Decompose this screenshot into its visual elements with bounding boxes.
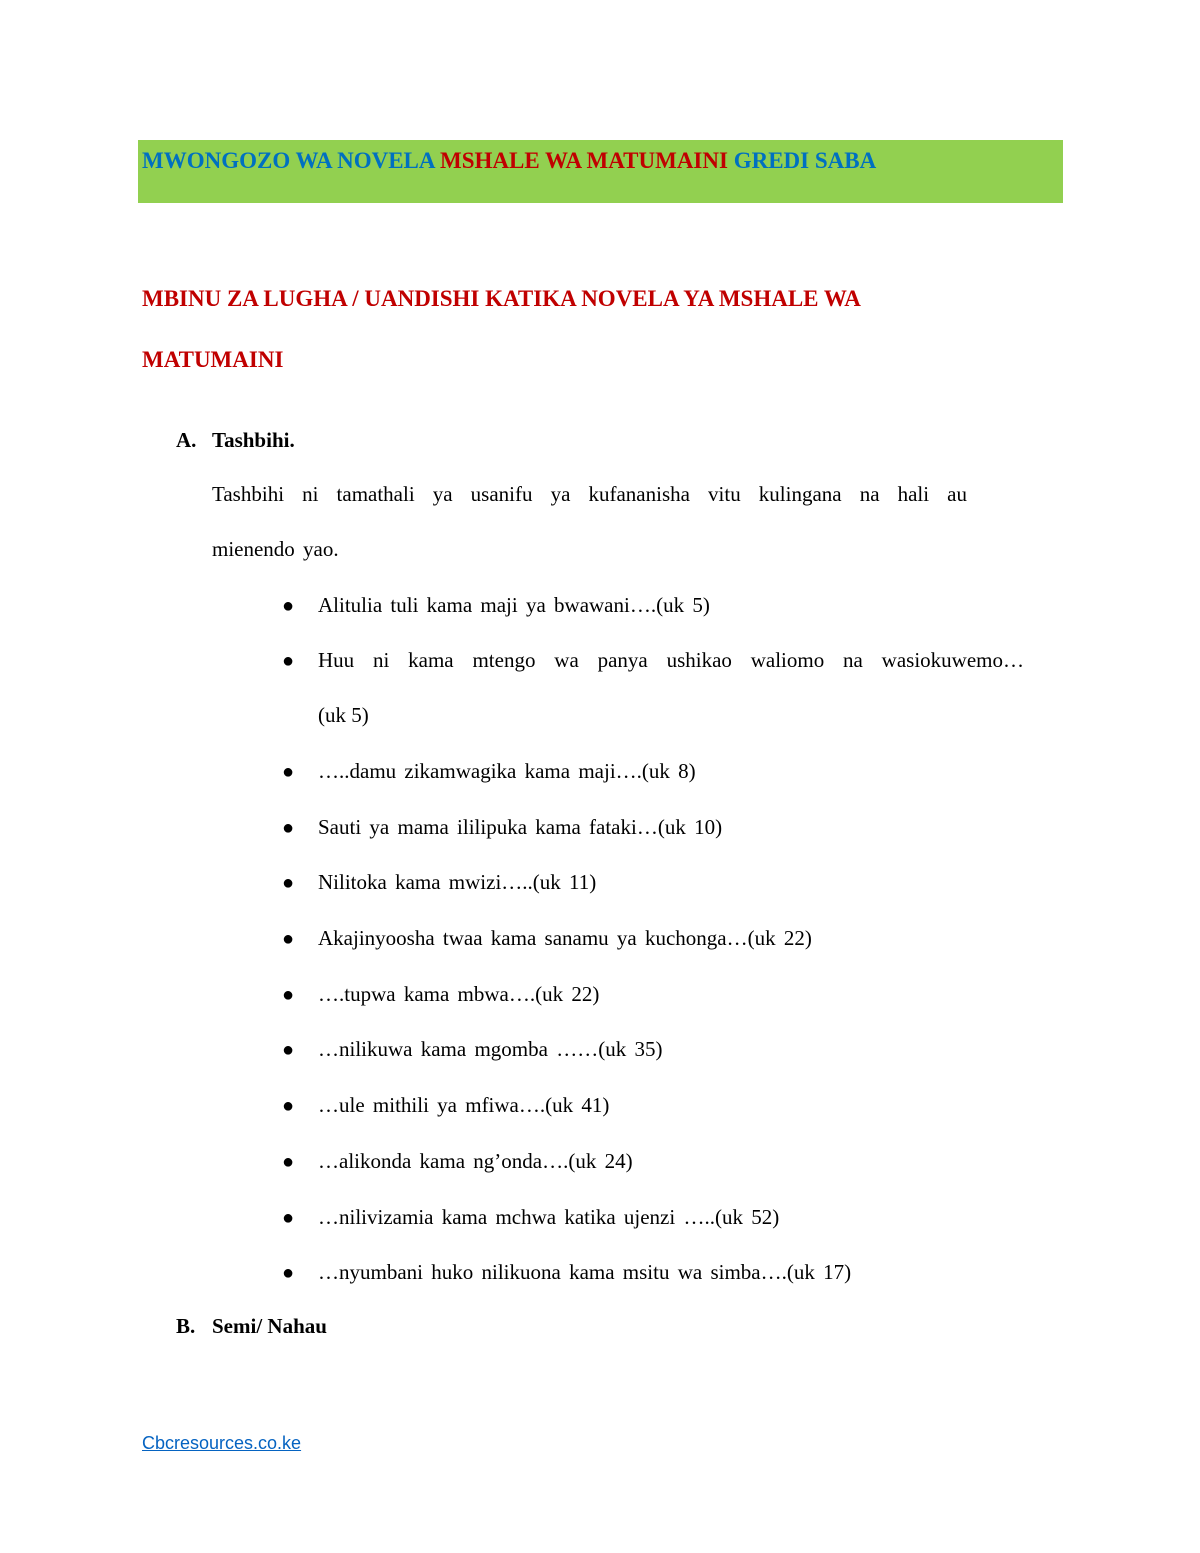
list-item: ● Alitulia tuli kama maji ya bwawani….(uk 5) bbox=[282, 593, 710, 617]
title-part-1: MWONGOZO WA NOVELA bbox=[142, 148, 440, 173]
section-a-heading bbox=[176, 428, 295, 453]
list-item: ● …nyumbani huko nilikuona kama msitu wa simba….(uk 17) bbox=[282, 1260, 852, 1284]
section-b-heading bbox=[176, 1314, 327, 1339]
list-item: ● ….tupwa kama mbwa….(uk 22) bbox=[282, 982, 600, 1006]
list-item-continuation: (uk 5) bbox=[318, 703, 369, 727]
title-banner bbox=[138, 140, 1063, 203]
list-item: ● Akajinyoosha twaa kama sanamu ya kuchonga…(uk 22) bbox=[282, 926, 812, 950]
bullet-icon: ● bbox=[282, 817, 295, 839]
bullet-icon: ● bbox=[282, 1095, 295, 1117]
section-b-letter: B. bbox=[176, 1314, 196, 1338]
section-heading-line-1: MBINU ZA LUGHA / UANDISHI KATIKA NOVELA YA MSHALE WA bbox=[142, 286, 861, 311]
title-part-2: MSHALE WA MATUMAINI bbox=[439, 148, 728, 173]
section-b-title: Semi/ Nahau bbox=[212, 1314, 327, 1338]
list-item: ● …alikonda kama ng’onda….(uk 24) bbox=[282, 1149, 633, 1173]
section-a-letter: A. bbox=[176, 428, 197, 452]
bullet-icon: ● bbox=[282, 1039, 295, 1061]
bullet-icon: ● bbox=[282, 984, 295, 1006]
footer-website-link[interactable]: Cbcresources.co.ke bbox=[142, 1433, 302, 1453]
section-heading-line-2: MATUMAINI bbox=[142, 347, 284, 372]
list-item: ● Huu ni kama mtengo wa panya ushikao waliomo na wasiokuwemo… bbox=[282, 648, 1024, 672]
title-part-3: GREDI SABA bbox=[727, 148, 877, 173]
section-a-title: Tashbihi. bbox=[212, 428, 295, 452]
list-item: ● …nilivizamia kama mchwa katika ujenzi …..(uk 52) bbox=[282, 1205, 780, 1229]
bullet-icon: ● bbox=[282, 761, 295, 783]
definition-line-2: mienendo yao. bbox=[212, 537, 339, 561]
bullet-icon: ● bbox=[282, 1207, 295, 1229]
list-item: ● Nilitoka kama mwizi…..(uk 11) bbox=[282, 870, 597, 894]
document-title bbox=[142, 148, 876, 174]
list-item: ● …nilikuwa kama mgomba ……(uk 35) bbox=[282, 1037, 663, 1061]
list-item: ● Sauti ya mama ililipuka kama fataki…(uk 10) bbox=[282, 815, 723, 839]
bullet-icon: ● bbox=[282, 650, 295, 672]
bullet-icon: ● bbox=[282, 595, 295, 617]
list-item: ● …ule mithili ya mfiwa….(uk 41) bbox=[282, 1093, 610, 1117]
bullet-icon: ● bbox=[282, 1262, 295, 1284]
bullet-icon: ● bbox=[282, 1151, 295, 1173]
bullet-icon: ● bbox=[282, 928, 295, 950]
definition-line-1: Tashbihi ni tamathali ya usanifu ya kufananisha vitu kulingana na hali au bbox=[212, 482, 967, 506]
bullet-icon: ● bbox=[282, 872, 295, 894]
list-item: ● …..damu zikamwagika kama maji….(uk 8) bbox=[282, 759, 696, 783]
